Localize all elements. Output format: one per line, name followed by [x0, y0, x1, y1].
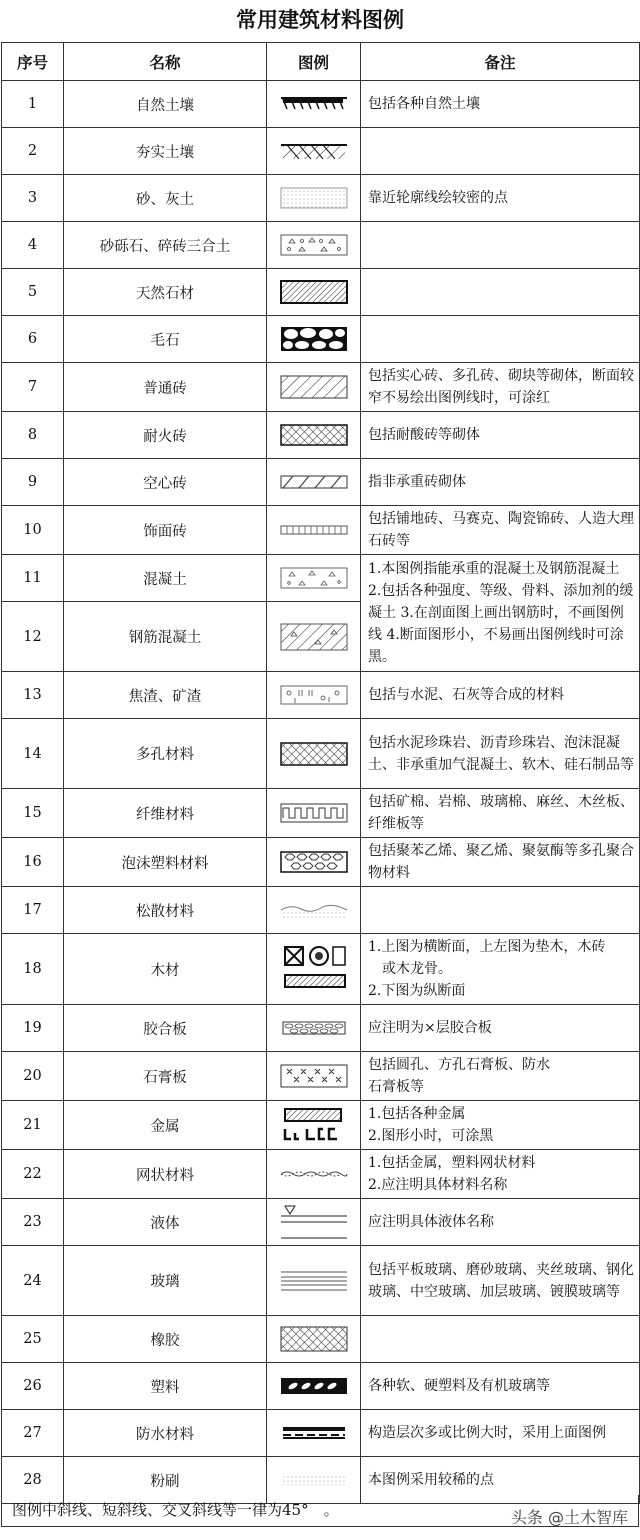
header-note: 备注	[361, 43, 640, 81]
table-row	[2, 1363, 640, 1410]
table-header-row	[2, 43, 640, 81]
row-no: 22	[2, 1150, 64, 1199]
row-note: 指非承重砖砌体	[361, 459, 640, 506]
hollow-brick-icon	[279, 474, 349, 490]
row-no: 4	[2, 222, 64, 269]
natural-stone-icon	[279, 279, 349, 305]
plaster-icon	[279, 1472, 349, 1488]
table-row	[2, 1052, 640, 1101]
glass-icon	[279, 1269, 349, 1293]
row-note: 包括各种自然土壤	[361, 81, 640, 128]
row-no: 12	[2, 602, 64, 672]
compacted-soil-icon	[279, 139, 349, 163]
row-name: 钢筋混凝土	[64, 602, 267, 672]
waterproof-material-icon	[279, 1424, 349, 1442]
row-name: 天然石材	[64, 269, 267, 316]
row-note: 包括实心砖、多孔砖、砌块等砌体，断面较窄不易绘出图例线时，可涂红	[361, 363, 640, 412]
metal-icon	[279, 1105, 349, 1145]
table-row	[2, 1410, 640, 1457]
firebrick-icon	[279, 423, 349, 447]
table-row	[2, 1199, 640, 1246]
table-row	[2, 789, 640, 838]
common-brick-icon	[279, 374, 349, 400]
row-note	[361, 222, 640, 269]
row-no: 10	[2, 506, 64, 555]
watermark: 头条 @土木智库	[510, 1508, 628, 1527]
mesh-material-icon	[279, 1166, 349, 1182]
plastic-icon	[279, 1376, 349, 1396]
row-no: 2	[2, 128, 64, 175]
table-row	[2, 934, 640, 1005]
cinder-slag-icon	[279, 684, 349, 706]
table-row	[2, 838, 640, 887]
row-name: 砂、灰土	[64, 175, 267, 222]
row-note: 包括铺地砖、马赛克、陶瓷锦砖、人造大理石砖等	[361, 506, 640, 555]
row-no: 6	[2, 316, 64, 363]
header-no: 序号	[2, 43, 64, 81]
row-name: 粉刷	[64, 1457, 267, 1504]
row-note: 包括平板玻璃、磨砂玻璃、夹丝玻璃、钢化玻璃、中空玻璃、加层玻璃、镀膜玻璃等	[361, 1246, 640, 1316]
row-name: 塑料	[64, 1363, 267, 1410]
row-no: 19	[2, 1005, 64, 1052]
row-note: 构造层次多或比例大时，采用上面图例	[361, 1410, 640, 1457]
row-note: 本图例采用较稀的点	[361, 1457, 640, 1504]
concrete-icon	[279, 566, 349, 590]
table-row	[2, 506, 640, 555]
row-no: 13	[2, 672, 64, 719]
row-no: 15	[2, 789, 64, 838]
row-note: 包括耐酸砖等砌体	[361, 412, 640, 459]
page-title: 常用建筑材料图例	[236, 8, 404, 32]
row-name: 泡沫塑料材料	[64, 838, 267, 887]
row-no: 18	[2, 934, 64, 1005]
row-name: 松散材料	[64, 887, 267, 934]
table-row	[2, 175, 640, 222]
table-row	[2, 1150, 640, 1199]
row-no: 23	[2, 1199, 64, 1246]
plywood-icon	[279, 1019, 349, 1037]
table-row	[2, 719, 640, 789]
table-row	[2, 412, 640, 459]
row-note: 靠近轮廓线绘较密的点	[361, 175, 640, 222]
table-row	[2, 887, 640, 934]
natural-soil-icon	[279, 92, 349, 116]
row-name: 玻璃	[64, 1246, 267, 1316]
gravel-icon	[279, 233, 349, 257]
table-row	[2, 1005, 640, 1052]
row-name: 纤维材料	[64, 789, 267, 838]
row-note	[361, 1316, 640, 1363]
timber-icon	[279, 943, 349, 995]
liquid-icon	[279, 1204, 349, 1240]
row-no: 5	[2, 269, 64, 316]
note-line: 1.包括金属，塑料网状材料	[368, 1155, 536, 1171]
row-note	[361, 1052, 640, 1101]
reinforced-concrete-icon	[279, 622, 349, 652]
gypsum-board-icon	[279, 1063, 349, 1089]
row-no: 7	[2, 363, 64, 412]
row-no: 20	[2, 1052, 64, 1101]
table-row	[2, 555, 640, 602]
row-no: 14	[2, 719, 64, 789]
row-note	[361, 1101, 640, 1150]
facing-tile-icon	[279, 524, 349, 536]
materials-legend-table	[1, 42, 640, 1504]
table-row	[2, 81, 640, 128]
row-name: 多孔材料	[64, 719, 267, 789]
row-note: 应注明为×层胶合板	[361, 1005, 640, 1052]
row-no: 28	[2, 1457, 64, 1504]
table-row	[2, 672, 640, 719]
fiber-material-icon	[279, 802, 349, 824]
row-no: 11	[2, 555, 64, 602]
row-name: 防水材料	[64, 1410, 267, 1457]
row-note: 包括矿棉、岩棉、玻璃棉、麻丝、木丝板、纤维板等	[361, 789, 640, 838]
row-note	[361, 316, 640, 363]
table-row	[2, 1316, 640, 1363]
rubber-icon	[279, 1325, 349, 1353]
table-row	[2, 1101, 640, 1150]
row-note: 各种软、硬塑料及有机玻璃等	[361, 1363, 640, 1410]
row-name: 石膏板	[64, 1052, 267, 1101]
row-note: 包括与水泥、石灰等合成的材料	[361, 672, 640, 719]
row-no: 24	[2, 1246, 64, 1316]
footer-note: 图例中斜线、短斜线、交叉斜线等一律为45° 。	[1, 1495, 639, 1527]
row-name: 毛石	[64, 316, 267, 363]
row-name: 胶合板	[64, 1005, 267, 1052]
note-line: 2.下图为纵断面	[368, 983, 466, 999]
note-line: 包括圆孔、方孔石膏板、防水	[368, 1057, 550, 1073]
row-name: 焦渣、矿渣	[64, 672, 267, 719]
row-name: 耐火砖	[64, 412, 267, 459]
porous-material-icon	[279, 741, 349, 767]
row-no: 8	[2, 412, 64, 459]
row-note	[361, 269, 640, 316]
note-line: 2.图形小时，可涂黑	[368, 1128, 494, 1144]
row-note: 应注明具体液体名称	[361, 1199, 640, 1246]
row-no: 27	[2, 1410, 64, 1457]
table-row	[2, 459, 640, 506]
note-line: 1.包括各种金属	[368, 1106, 466, 1122]
row-no: 16	[2, 838, 64, 887]
row-note	[361, 887, 640, 934]
row-name: 砂砾石、碎砖三合土	[64, 222, 267, 269]
foam-plastic-icon	[279, 850, 349, 874]
table-row	[2, 269, 640, 316]
note-line: 石膏板等	[368, 1079, 424, 1095]
row-name: 自然土壤	[64, 81, 267, 128]
rubble-stone-icon	[279, 325, 349, 353]
row-no: 25	[2, 1316, 64, 1363]
table-row	[2, 316, 640, 363]
header-name: 名称	[64, 43, 267, 81]
loose-material-icon	[279, 900, 349, 920]
row-no: 9	[2, 459, 64, 506]
row-name: 饰面砖	[64, 506, 267, 555]
row-no: 26	[2, 1363, 64, 1410]
table-row	[2, 1246, 640, 1316]
row-name: 混凝土	[64, 555, 267, 602]
header-symbol: 图例	[267, 43, 361, 81]
row-no: 17	[2, 887, 64, 934]
row-name: 木材	[64, 934, 267, 1005]
row-note: 包括聚苯乙烯、聚乙烯、聚氨酶等多孔聚合物材料	[361, 838, 640, 887]
note-line: 2.应注明具体材料名称	[368, 1177, 508, 1193]
table-row	[2, 222, 640, 269]
table-row	[2, 128, 640, 175]
row-name: 液体	[64, 1199, 267, 1246]
row-no: 1	[2, 81, 64, 128]
row-note	[361, 1150, 640, 1199]
note-line: 或木龙骨。	[382, 961, 452, 977]
row-no: 21	[2, 1101, 64, 1150]
row-name: 夯实土壤	[64, 128, 267, 175]
row-name: 金属	[64, 1101, 267, 1150]
table-row	[2, 363, 640, 412]
row-note	[361, 934, 640, 1005]
row-no: 3	[2, 175, 64, 222]
row-note-merged: 1.本图例指能承重的混凝土及钢筋混凝土 2.包括各种强度、等级、骨料、添加剂的缓凝土 3.在剖面图上画出钢筋时，不画图例线 4.断面图形小，不易画出图例线时可涂黑。	[361, 555, 640, 672]
note-line: 1.上图为横断面，上左图为垫木，木砖	[368, 939, 606, 955]
row-name: 空心砖	[64, 459, 267, 506]
row-note	[361, 128, 640, 175]
sand-lime-soil-icon	[279, 186, 349, 210]
row-note: 包括水泥珍珠岩、沥青珍珠岩、泡沫混凝土、非承重加气混凝土、软木、硅石制品等	[361, 719, 640, 789]
row-name: 橡胶	[64, 1316, 267, 1363]
row-name: 普通砖	[64, 363, 267, 412]
row-name: 网状材料	[64, 1150, 267, 1199]
